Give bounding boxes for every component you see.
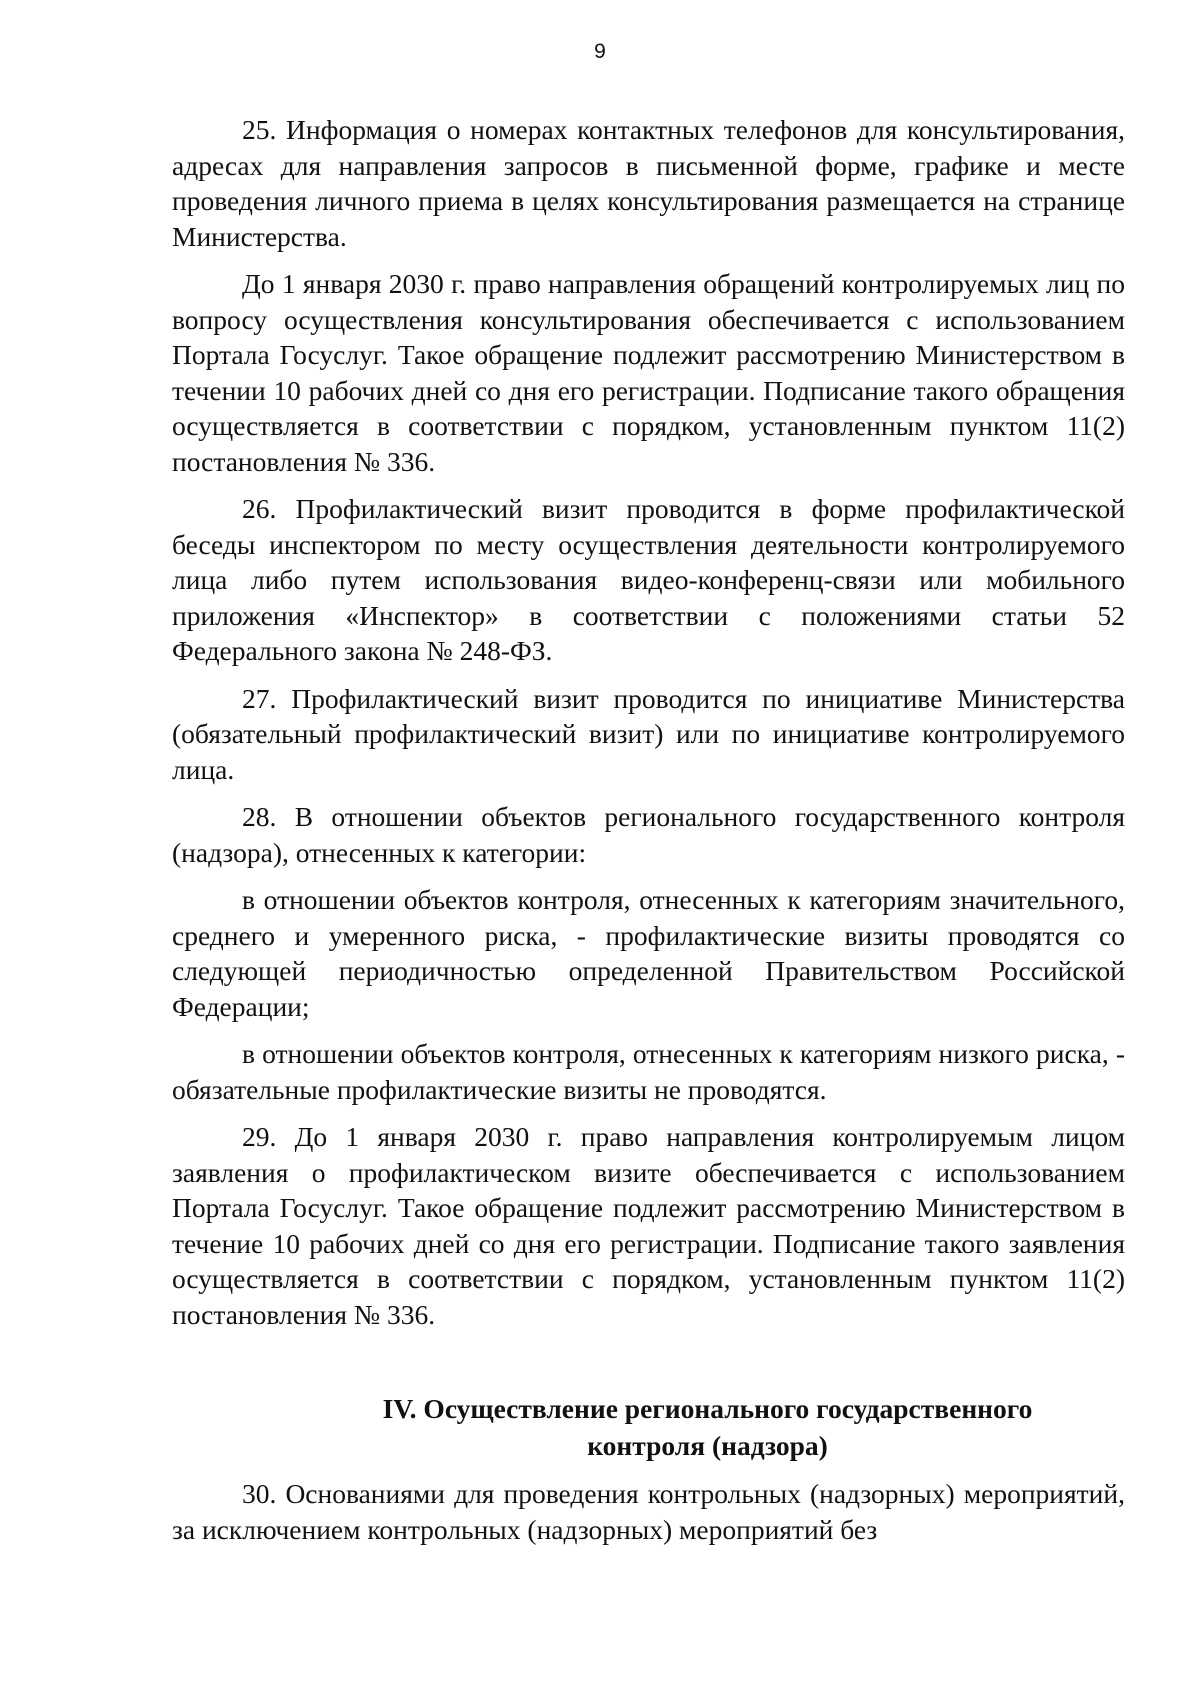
paragraph-27: 27. Профилактический визит проводится по инициативе Министерства (обязательный профилактический визит) или по инициативе контролируемого лица. xyxy=(172,682,1125,785)
page-number: 9 xyxy=(594,40,606,63)
section-heading xyxy=(172,1390,1125,1464)
paragraph-30: 30. Основаниями для проведения контрольных (надзорных) мероприятий, за исключением контрольных (надзорных) мероприятий без xyxy=(172,1478,1125,1545)
paragraph-28: 28. В отношении объектов регионального государственного контроля (надзора), отнесенных к категории: xyxy=(172,801,1125,868)
paragraph-25-consultation-portal: До 1 января 2030 г. право направления обращений контролируемых лиц по вопросу осуществления консультирования обеспечивается с использованием Портала Госуслуг. Такое обращение подлежит рассмотрению Министерством в течении 10 рабочих дней со дня его регистрации. Подписание такого обращения осуществляется в соответствии с порядком, установленным пунктом 11(2) постановления № 336. xyxy=(172,268,1125,477)
section-heading-line-2: контроля (надзора) xyxy=(587,1430,828,1461)
paragraph-28-moderate-risk: в отношении объектов контроля, отнесенных к категориям значительного, среднего и умеренного риска, - профилактические визиты проводятся со следующей периодичностью определенной Правительством Российской Федерации; xyxy=(172,884,1125,1022)
document-body xyxy=(172,112,1125,1559)
section-heading-line-1: IV. Осуществление регионального государственного xyxy=(382,1393,1033,1424)
paragraph-29: 29. До 1 января 2030 г. право направления контролируемым лицом заявления о профилактическом визите обеспечивается с использованием Портала Госуслуг. Такое обращение подлежит рассмотрению Министерством в течение 10 рабочих дней со дня его регистрации. Подписание такого заявления осуществляется в соответствии с порядком, установленным пунктом 11(2) постановления № 336. xyxy=(172,1121,1125,1330)
paragraph-28-low-risk: в отношении объектов контроля, отнесенных к категориям низкого риска, - обязательные профилактические визиты не проводятся. xyxy=(172,1038,1125,1105)
paragraph-25: 25. Информация о номерах контактных телефонов для консультирования, адресах для направления запросов в письменной форме, графике и месте проведения личного приема в целях консультирования размещается на странице Министерства. xyxy=(172,114,1125,252)
paragraph-26: 26. Профилактический визит проводится в форме профилактической беседы инспектором по месту осуществления деятельности контролируемого лица либо путем использования видео-конференц-связи или мобильного приложения «Инспектор» в соответствии с положениями статьи 52 Федерального закона № 248-ФЗ. xyxy=(172,493,1125,666)
